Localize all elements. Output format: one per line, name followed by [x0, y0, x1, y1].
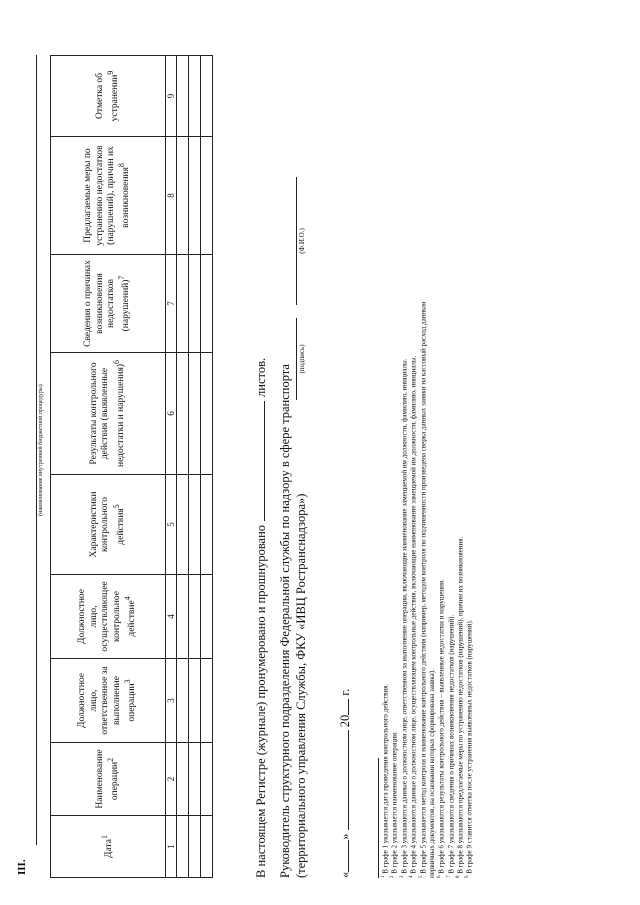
table-cell — [201, 137, 213, 255]
table-cell — [189, 659, 201, 743]
footnote-continuation — [428, 38, 437, 878]
header-text: Должностное лицо, ответственное за выполнение операции — [77, 666, 138, 735]
footnote-mark: 8 — [456, 875, 462, 878]
table-cell — [201, 475, 213, 575]
column-number: 3 — [166, 659, 177, 743]
header-sup: 4 — [123, 596, 132, 601]
col-header-results — [51, 353, 166, 475]
column-number: 8 — [166, 137, 177, 255]
table-cell — [177, 743, 189, 816]
header-sup: 5 — [111, 504, 121, 509]
header-text: Отметка об устранении — [94, 72, 121, 122]
signature-line — [296, 318, 297, 400]
table-cell — [201, 56, 213, 137]
header-text: Результаты контрольного действия (выявленные недостатки и нарушения) — [88, 362, 126, 467]
table-cell — [177, 56, 189, 137]
footnote-separator — [378, 758, 379, 878]
sheet-count-blank — [252, 401, 265, 521]
table-cell — [189, 255, 201, 353]
table-cell — [189, 816, 201, 878]
section-number: III. — [16, 859, 28, 875]
table-cell — [177, 137, 189, 255]
header-text: Характеристики контрольного действия — [88, 491, 126, 558]
footnote-mark: 3 — [399, 875, 405, 878]
head-title-line1: Руководитель структурного подразделения Федеральной службы по надзору в сфере транспорта — [278, 364, 292, 878]
header-text: Сведения о причинах возникновения недостатков (нарушений) — [83, 260, 132, 347]
col-header-operation — [51, 743, 166, 816]
footnote — [447, 38, 456, 878]
control-journal-table — [50, 55, 213, 878]
header-text: Наименование операции — [94, 749, 121, 809]
fio-line — [296, 177, 297, 305]
footnotes — [381, 38, 475, 878]
header-text: Должностное лицо, осуществляющее контрольное действие — [77, 581, 138, 652]
footnote — [465, 38, 474, 878]
table-cell — [201, 816, 213, 878]
table-cell — [189, 137, 201, 255]
table-cell — [201, 659, 213, 743]
signature-caption: (подпись) — [298, 344, 306, 374]
table-cell — [189, 575, 201, 659]
col-header-causes — [51, 255, 166, 353]
footnote-text: В графе 9 ставится отметка после устранения выявленных недостатков (нарушений). — [465, 619, 474, 874]
column-number-row — [166, 56, 177, 878]
head-title-line2: (территориального управления Службы, ФКУ «ИВЦ Ространснадзора») — [293, 493, 308, 878]
footnote-text: В графе 4 указываются данные о должностном лице, осуществляющем контрольные действия, включающие наименование замещаемой им должности, фамилию, инициалы. — [409, 355, 418, 874]
footnote-mark: 1 — [381, 875, 386, 878]
register-note-text: В настоящем Регистре (журнале) пронумеровано и прошнуровано — [254, 524, 268, 878]
footnote — [400, 38, 409, 878]
header-sup: 9 — [105, 70, 115, 75]
procedure-name-caption: (наименование внутренней бюджетной процедуры) — [38, 384, 44, 516]
table-cell — [189, 56, 201, 137]
footnote-text: В графе 5 указывается метод контроля и наименование контрольного действия (например, методом контроля по подчиненности произведена сверка данных заявки на кассовый расход данным — [419, 301, 428, 874]
table-cell — [189, 353, 201, 475]
col-header-responsible — [51, 659, 166, 743]
date-open-quote: « — [338, 871, 352, 878]
footnote-mark: 4 — [409, 875, 415, 878]
header-text: Предлагаемые меры по устранению недостатков (нарушений), причин их возникновения — [83, 145, 132, 246]
table-cell — [177, 255, 189, 353]
header-sup: 6 — [111, 360, 121, 364]
table-row — [201, 56, 213, 878]
date-line — [336, 689, 353, 878]
year-blank — [336, 699, 349, 715]
header-sup: 8 — [117, 163, 127, 168]
col-header-measures — [51, 137, 166, 255]
table-cell — [201, 743, 213, 816]
footnote-text: первичных документов, на основании которых сформирована заявка). — [428, 669, 437, 878]
table-cell — [201, 575, 213, 659]
footnote — [390, 38, 399, 878]
table-row — [177, 56, 189, 878]
header-text: Дата — [104, 839, 115, 858]
footnote-mark: 6 — [437, 875, 443, 878]
date-close-quote: » — [338, 833, 352, 840]
footnote — [456, 38, 465, 878]
col-header-elimination — [51, 56, 166, 137]
col-header-date — [51, 816, 166, 878]
month-blank — [336, 730, 349, 830]
table-cell — [177, 575, 189, 659]
register-note — [252, 358, 269, 878]
table-cell — [189, 743, 201, 816]
table-cell — [177, 353, 189, 475]
table-cell — [177, 475, 189, 575]
table-cell — [201, 353, 213, 475]
footnote-mark: 7 — [446, 875, 452, 878]
footnote-mark: 2 — [390, 875, 396, 878]
column-number: 5 — [166, 475, 177, 575]
footnote-text: В графе 1 указывается дата проведения контрольного действия. — [381, 683, 390, 874]
column-number: 6 — [166, 353, 177, 475]
table-header-row — [51, 56, 166, 878]
footnote — [381, 38, 390, 878]
footnote-text: В графе 7 указываются сведения о причинах возникновения недостатков (нарушений). — [446, 614, 455, 874]
register-note-suffix: листов. — [254, 357, 268, 397]
procedure-name-line — [36, 55, 37, 845]
column-number: 2 — [166, 743, 177, 816]
footnote — [409, 38, 418, 878]
table-cell — [189, 475, 201, 575]
column-number: 1 — [166, 816, 177, 878]
table-cell — [177, 816, 189, 878]
column-number: 7 — [166, 255, 177, 353]
footnote-text: В графе 8 указываются предлагаемые меры по устранению недостатков (нарушений), причин их возникновения. — [456, 536, 465, 874]
column-number: 9 — [166, 56, 177, 137]
footnote — [437, 38, 446, 878]
year-suffix: г. — [338, 688, 352, 696]
day-blank — [336, 840, 349, 872]
table-cell — [201, 255, 213, 353]
header-sup: 2 — [105, 757, 115, 762]
header-sup: 3 — [123, 679, 132, 684]
header-sup: 7 — [117, 275, 127, 280]
footnote-mark: 9 — [465, 875, 471, 878]
footnote-text: В графе 3 указываются данные о должностном лице, ответственном за выполнение операции, включающие наименование замещаемой им должности, фамилию, инициалы. — [400, 358, 409, 874]
fio-caption: (Ф.И.О.) — [298, 228, 306, 254]
header-sup: 1 — [100, 835, 110, 840]
footnote-text: В графе 2 указывается наименование операции. — [390, 731, 399, 874]
year-prefix: 20 — [338, 714, 352, 728]
column-number: 4 — [166, 575, 177, 659]
col-header-characteristics — [51, 475, 166, 575]
table-cell — [177, 659, 189, 743]
footnote-mark: 5 — [418, 875, 424, 878]
footnote — [419, 38, 428, 878]
table-row — [189, 56, 201, 878]
footnote-text: В графе 6 указываются результаты контрольного действия – выявленные недостатки и нарушения. — [437, 579, 446, 874]
head-of-unit-block — [278, 364, 309, 878]
col-header-controller — [51, 575, 166, 659]
